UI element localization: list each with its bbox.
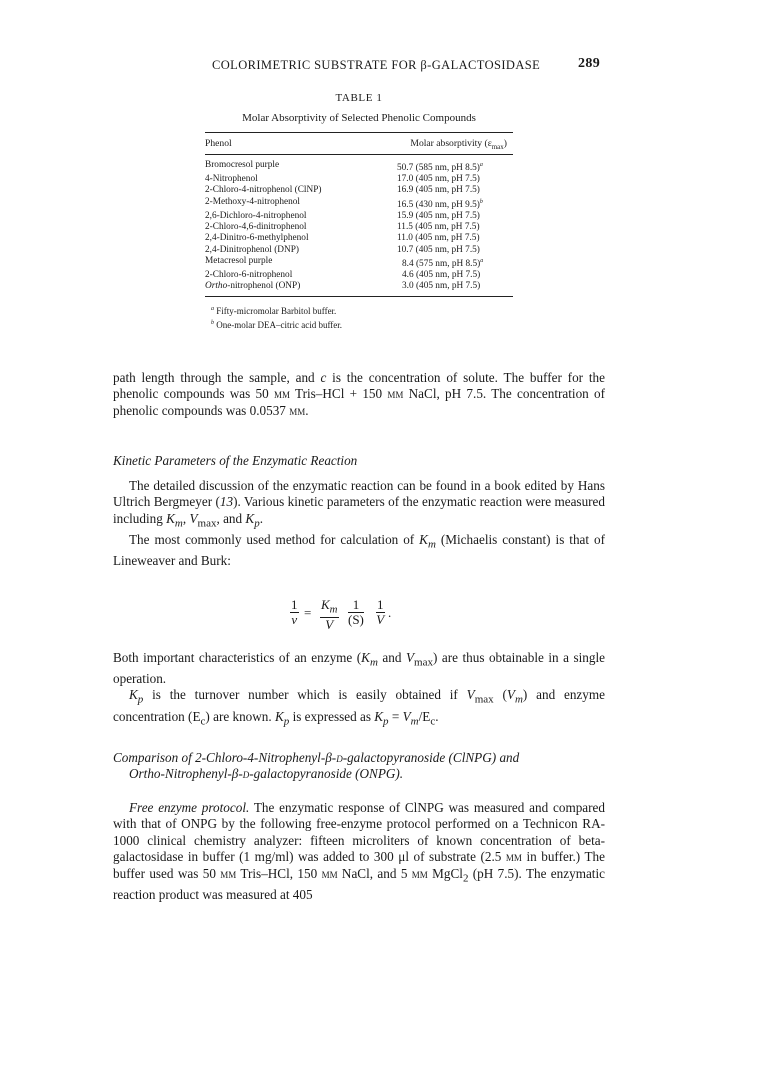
page-number: 289 [578, 56, 601, 71]
table-row: Metacresol purple 8.4 (575 nm, pH 8.5)$^a$ [205, 255, 484, 269]
table-bottom-rule [205, 296, 513, 297]
table-row: 4-Nitrophenol 17.0 (405 nm, pH 7.5) [205, 174, 480, 185]
table-row: Ortho-nitrophenol (ONP) 3.0 (405 nm, pH 7.5) [205, 281, 481, 292]
lineweaver-burk-equation: $\frac{1}{v}$ = $\frac{K_m}{V}$ $\frac{1}{(S)}$ $\frac{1}{V}$ . [291, 597, 392, 632]
table-row: 2-Methoxy-4-nitrophenol 16.5 (430 nm, pH 9.5)$^b$ [205, 196, 483, 210]
column-header-molar-absorptivity: Molar absorptivity $(\varepsilon_{max})$ [410, 138, 507, 151]
table-label: TABLE 1 [335, 92, 383, 104]
table-header-row [205, 133, 513, 154]
footnote-b: $^b$ One-molar DEA–citric acid buffer. [211, 320, 343, 331]
paragraph-path-length: path length through the sample, and c is the concentration of solute. The buffer for the phenolic compounds was 50 mm Tris–HCl + 150 mm NaCl, pH 7.5. The concentration of phenolic compounds was 0.0537 mm. [113, 370, 606, 418]
table-row: 2-Chloro-4-nitrophenol (ClNP) 16.9 (405 nm, pH 7.5) [205, 185, 480, 196]
footnote-a: $^a$ Fifty-micromolar Barbitol buffer. [211, 306, 337, 317]
section-heading-kinetic-parameters: Kinetic Parameters of the Enzymatic Reaction [113, 453, 358, 468]
paragraph-kinetic: The detailed discussion of the enzymatic reaction can be found in a book edited by Hans Ultrich Bergmeyer (13). Various kinetic parameters of the enzymatic reaction were measured including $K_m$, $V_{max}$, and $K_p$. The most commonly used method for calculation of $K_m$ (Michaelis constant) is that of Lineweaver and Burk: [113, 478, 606, 568]
table-1 [205, 92, 513, 331]
column-header-phenol: Phenol [205, 138, 232, 149]
table-row: 2,6-Dichloro-4-nitrophenol 15.9 (405 nm, pH 7.5) [205, 210, 480, 221]
table-row: 2,4-Dinitro-6-methylphenol 11.0 (405 nm, pH 7.5) [205, 233, 480, 244]
running-title: COLORIMETRIC SUBSTRATE FOR β-GALACTOSIDASE [212, 58, 541, 72]
table-row: 2,4-Dinitrophenol (DNP) 10.7 (405 nm, pH 7.5) [205, 244, 480, 255]
table-body [205, 155, 513, 297]
table-row: 2-Chloro-4,6-dinitrophenol 11.5 (405 nm, pH 7.5) [205, 222, 480, 233]
table-footnotes [205, 303, 513, 331]
running-header [0, 56, 757, 78]
table-caption: Molar Absorptivity of Selected Phenolic Compounds [242, 112, 476, 124]
section-heading-comparison: Comparison of 2-Chloro-4-Nitrophenyl-β-d-galactopyranoside (ClNPG) and Ortho-Nitrophenyl-β-d-galactopyranoside (ONPG). [113, 750, 520, 782]
paragraph-free-enzyme-protocol: Free enzyme protocol. The enzymatic response of ClNPG was measured and compared with that of ONPG by the following free-enzyme protocol performed on a Technicon RA-1000 clinical chemistry analyzer: fifteen microliters of known concentration of beta-galactosidase in buffer (1 mg/ml) was added to 300 μl of substrate (2.5 mm in buffer.) The buffer used was 50 mm Tris–HCl, 150 mm NaCl, and 5 mm MgCl$_2$ (pH 7.5). The enzymatic reaction product was measured at 405 [113, 800, 605, 902]
table-row: 2-Chloro-6-nitrophenol 4.6 (405 nm, pH 7.5) [205, 270, 481, 281]
paragraph-characteristics: Both important characteristics of an enzyme ($K_m$ and $V_{max}$) are thus obtainable in a single operation. $K_p$ is the turnover number which is easily obtained if $V_{max}$ $(V_m)$ and enzyme concentration $(E_c)$ are known. $K_p$ is expressed as $K_p = V_m/E_c$. [113, 650, 605, 728]
table-row: Bromocresol purple 50.7 (585 nm, pH 8.5)$^a$ [205, 159, 483, 173]
